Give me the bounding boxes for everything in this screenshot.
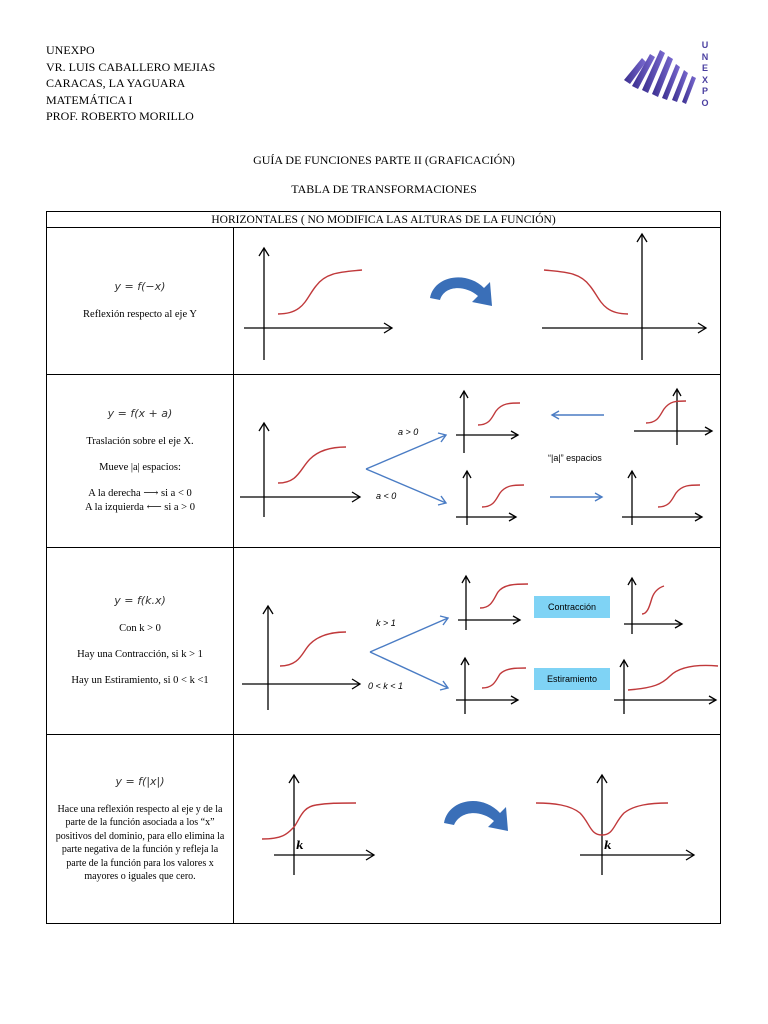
logo-letter: O xyxy=(701,97,709,108)
condition-label: si a < 0 xyxy=(161,488,192,499)
row-text xyxy=(47,487,233,501)
table-row xyxy=(47,735,721,924)
row-text: Mueve |a| espacios: xyxy=(99,462,181,473)
table-row xyxy=(47,375,721,548)
label-a-positive: a > 0 xyxy=(398,427,419,437)
k-label-right: k xyxy=(604,839,612,852)
arrow-left-icon: ⟵ xyxy=(146,502,162,513)
row-text xyxy=(47,501,233,515)
formula-label: y = f(−x) xyxy=(114,280,166,293)
row-text: Con k > 0 xyxy=(119,623,161,634)
row-text: Traslación sobre el eje X. xyxy=(86,436,194,447)
header-block xyxy=(46,42,215,125)
row-description xyxy=(47,228,234,375)
header-line: MATEMÁTICA I xyxy=(46,92,133,107)
stretch-label: Estiramiento xyxy=(546,674,598,684)
header-line: PROF. ROBERTO MORILLO xyxy=(46,109,194,123)
absolute-value-diagram xyxy=(234,735,720,923)
scaling-diagram xyxy=(234,548,720,734)
row-graphics xyxy=(234,375,721,548)
table-header: HORIZONTALES ( NO MODIFICA LAS ALTURAS DE LA FUNCIÓN) xyxy=(47,212,721,228)
row-text: Hay un Estiramiento, si 0 < k <1 xyxy=(71,675,209,686)
page-title: GUÍA DE FUNCIONES PARTE II (GRAFICACIÓN) xyxy=(253,153,515,167)
row-graphics xyxy=(234,735,721,924)
direction-label: A la izquierda xyxy=(85,502,144,513)
curved-arrow-icon xyxy=(444,801,508,831)
reflection-diagram xyxy=(234,228,720,374)
row-graphics xyxy=(234,548,721,735)
contraction-label: Contracción xyxy=(547,602,597,612)
transformations-table xyxy=(46,211,721,924)
translation-diagram xyxy=(234,375,720,547)
logo-letter: U xyxy=(701,40,709,50)
logo-letter: N xyxy=(701,51,709,62)
formula-label: y = f(|x|) xyxy=(115,774,165,788)
row-description xyxy=(47,735,234,924)
row-graphics xyxy=(234,228,721,375)
formula-label: y = f(k.x) xyxy=(114,594,166,607)
curved-arrow-icon xyxy=(430,277,492,306)
logo-letter: X xyxy=(701,74,708,85)
header-line: VR. LUIS CABALLERO MEJIAS xyxy=(46,59,216,74)
logo-letters xyxy=(699,40,711,109)
row-description xyxy=(47,548,234,735)
formula-label: y = f(x + a) xyxy=(107,407,173,420)
label-k-greater: k > 1 xyxy=(376,618,396,628)
header-line: CARACAS, LA YAGUARA xyxy=(46,76,186,90)
row-text: Reflexión respecto al eje Y xyxy=(83,309,197,320)
label-k-between: 0 < k < 1 xyxy=(368,681,404,691)
label-a-negative: a < 0 xyxy=(376,491,397,501)
spaces-note: “|a|” espacios xyxy=(548,453,602,463)
arrow-right-icon: ⟶ xyxy=(143,488,159,499)
logo-letter: P xyxy=(701,86,708,96)
table-row xyxy=(47,548,721,735)
logo-letter: E xyxy=(701,63,708,73)
row-description xyxy=(47,375,234,548)
page-subtitle: TABLA DE TRANSFORMACIONES xyxy=(291,182,477,196)
row-text: Hace una reflexión respecto al eje y de la parte de la función asociada a los “x” positivos del dominio, para ello elimina la parte negativa de la función y refleja la parte de la función para los valores x mayores o iguales que cero. xyxy=(55,803,225,882)
row-text: Hay una Contracción, si k > 1 xyxy=(77,649,203,660)
table-row xyxy=(47,228,721,375)
header-line: UNEXPO xyxy=(46,43,95,57)
direction-label: A la derecha xyxy=(88,488,141,499)
k-label-left: k xyxy=(296,839,304,852)
condition-label: si a > 0 xyxy=(164,502,195,513)
